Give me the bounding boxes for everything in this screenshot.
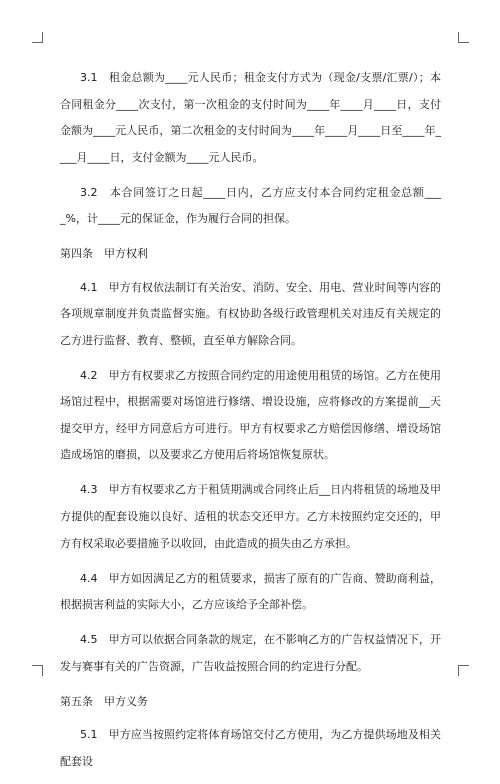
crop-mark-top-left (32, 32, 43, 43)
article-5-heading: 第五条 甲方义务 (60, 694, 148, 708)
crop-mark-bottom-right (458, 665, 469, 676)
clause-4-3: 4.3 甲方有权要求乙方于租赁期满或合同终止后__日内将租赁的场地及甲方提供的配套设施以良好、适租的状态交还甲方。乙方未按照约定交还的，甲方有权采取必要措施予以收回，由此造成的损失由乙方承担。 (60, 483, 441, 550)
clause-5-1: 5.1 甲方应当按照约定将体育场馆交付乙方使用，为乙方提供场地及相关配套设 (60, 727, 441, 768)
clause-4-1: 4.1 甲方有权依法制订有关治安、消防、安全、用电、营业时间等内容的各项规章制度并负责监督实施。有权协助各级行政管理机关对违反有关规定的乙方进行监督、教育、整顿，直至单方解除合同。 (60, 280, 441, 347)
document-body (60, 65, 441, 784)
clause-3-2: 3.2 本合同签订之日起____日内，乙方应支付本合同约定租金总额____%，计____元的保证金，作为履行合同的担保。 (60, 185, 441, 226)
crop-mark-bottom-left (32, 665, 43, 676)
article-4-heading: 第四条 甲方权利 (60, 247, 148, 261)
clause-3-1: 3.1 租金总额为____元人民币；租金支付方式为（现金/支票/汇票/）；本合同租金分____次支付，第一次租金的支付时间为____年____月____日，支付金额为____元人民币，第二次租金的支付时间为____年____月____日至____年____月____日，支付金额为____元人民币。 (60, 71, 441, 164)
crop-mark-top-right (458, 32, 469, 43)
clause-4-2: 4.2 甲方有权要求乙方按照合同约定的用途使用租赁的场馆。乙方在使用场馆过程中，根据需要对场馆进行修缮、增设设施，应将修改的方案提前__天提交甲方，经甲方同意后方可进行。甲方有权要求乙方赔偿因修缮、增设场馆造成场馆的磨损，以及要求乙方使用后将场馆恢复原状。 (60, 368, 441, 462)
clause-4-5: 4.5 甲方可以依据合同条款的规定，在不影响乙方的广告权益情况下，开发与赛事有关的广告资源，广告收益按照合同的约定进行分配。 (60, 633, 441, 673)
clause-4-4: 4.4 甲方如因满足乙方的租赁要求，损害了原有的广告商、赞助商利益，根据损害利益的实际大小，乙方应该给予全部补偿。 (60, 571, 441, 612)
